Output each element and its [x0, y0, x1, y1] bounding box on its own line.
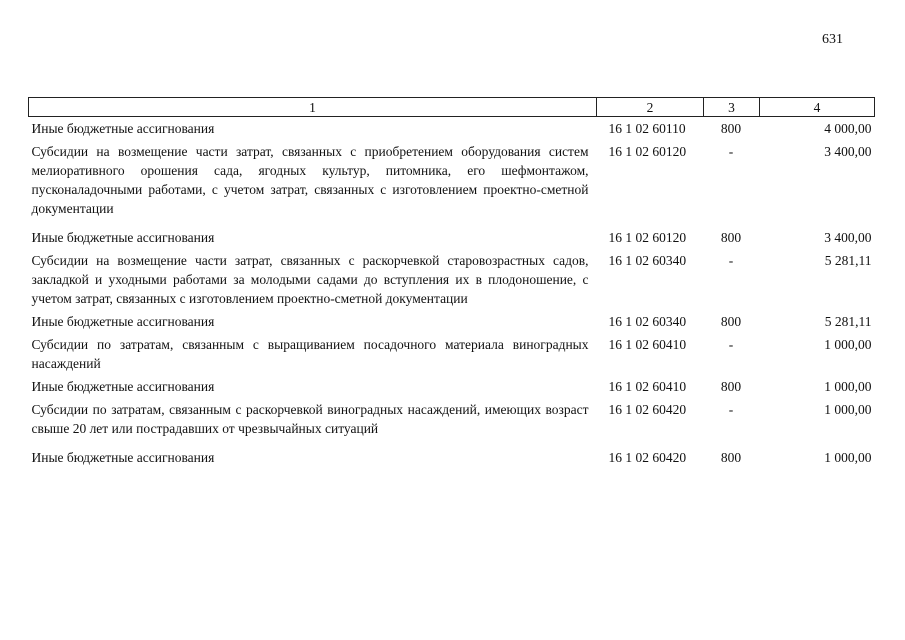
- table-row: [29, 140, 875, 226]
- table-row: [29, 226, 875, 249]
- row-name: Субсидии по затратам, связанным с раскорчевкой виноградных насаждений, имеющих возраст свыше 20 лет или пострадавших от чрезвычайных ситуаций: [31, 402, 589, 436]
- row-name: Субсидии на возмещение части затрат, связанных с приобретением оборудования систем мелиоративного орошения сада, ягодных культур, питомника, его шефмонтажом, пусконаладочными работами, с учетом затрат, связанных с изготовлением проектно-сметной документации: [31, 144, 589, 216]
- row-amount: 1 000,00: [824, 402, 872, 417]
- header-cell-code: 2: [597, 98, 704, 117]
- row-type: -: [728, 253, 734, 268]
- table-row: [29, 398, 875, 446]
- row-amount: 1 000,00: [824, 450, 872, 465]
- row-name: Субсидии по затратам, связанным с выращиванием посадочного материала виноградных насаждений: [31, 337, 589, 371]
- row-name: Иные бюджетные ассигнования: [31, 379, 215, 394]
- row-code: 16 1 02 60410: [608, 379, 687, 394]
- header-cell-type: 3: [704, 98, 760, 117]
- row-code: 16 1 02 60340: [608, 314, 687, 329]
- row-amount: 1 000,00: [824, 337, 872, 352]
- row-type: -: [728, 402, 734, 417]
- table-row: [29, 375, 875, 398]
- budget-table: [28, 97, 875, 469]
- row-code: 16 1 02 60340: [608, 253, 687, 268]
- row-name: Иные бюджетные ассигнования: [31, 450, 215, 465]
- row-type: -: [728, 144, 734, 159]
- row-type: 800: [720, 121, 742, 136]
- table-row: [29, 446, 875, 469]
- row-amount: 1 000,00: [824, 379, 872, 394]
- row-code: 16 1 02 60420: [608, 402, 687, 417]
- row-type: -: [728, 337, 734, 352]
- row-amount: 3 400,00: [824, 144, 872, 159]
- row-name: Субсидии на возмещение части затрат, связанных с раскорчевкой старовозрастных садов, закладкой и уходными работами за молодыми садами до вступления их в плодоношение, с учетом затрат, связанных с изготовлением проектно-сметной документации: [31, 253, 589, 306]
- table-row: [29, 310, 875, 333]
- header-row: [29, 98, 875, 117]
- row-type: 800: [720, 230, 742, 245]
- table-row: [29, 117, 875, 141]
- row-code: 16 1 02 60120: [608, 230, 687, 245]
- row-name: Иные бюджетные ассигнования: [31, 230, 215, 245]
- row-amount: 5 281,11: [824, 253, 872, 268]
- row-code: 16 1 02 60410: [608, 337, 687, 352]
- row-type: 800: [720, 314, 742, 329]
- row-code: 16 1 02 60120: [608, 144, 687, 159]
- table-row: [29, 333, 875, 375]
- row-type: 800: [720, 379, 742, 394]
- table-row: [29, 249, 875, 310]
- header-cell-amount: 4: [760, 98, 875, 117]
- row-code: 16 1 02 60420: [608, 450, 687, 465]
- row-type: 800: [720, 450, 742, 465]
- row-amount: 3 400,00: [824, 230, 872, 245]
- header-cell-name: 1: [29, 98, 597, 117]
- row-amount: 5 281,11: [824, 314, 872, 329]
- row-amount: 4 000,00: [824, 121, 872, 136]
- row-code: 16 1 02 60110: [608, 121, 686, 136]
- page-number: 631: [822, 32, 843, 47]
- row-name: Иные бюджетные ассигнования: [31, 314, 215, 329]
- row-name: Иные бюджетные ассигнования: [31, 121, 215, 136]
